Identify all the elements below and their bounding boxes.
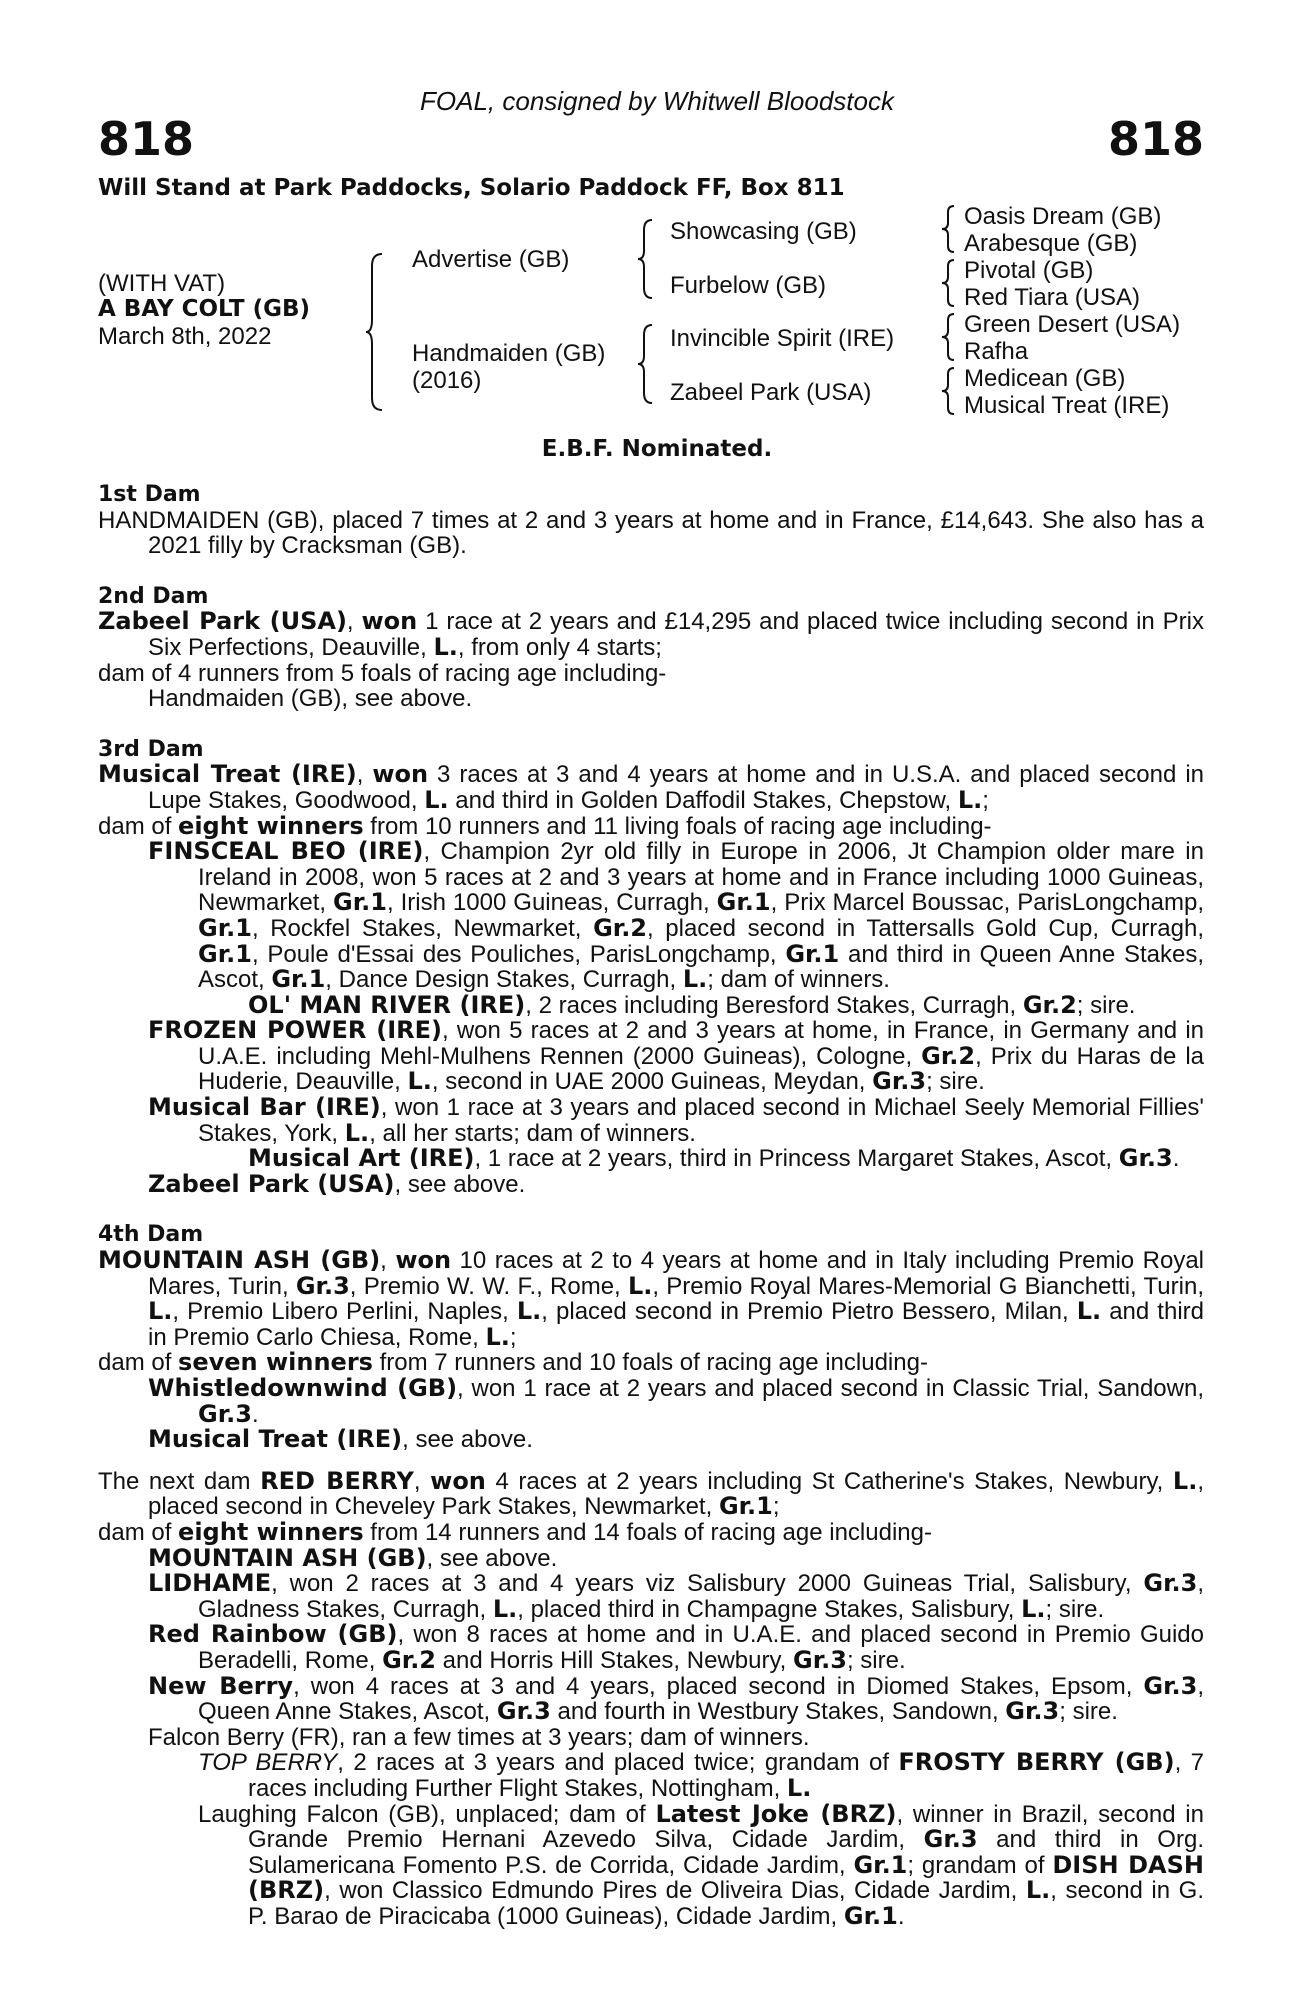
first-dam-entry: HANDMAIDEN (GB), placed 7 times at 2 and 3 years at home and in France, £14,643. She also has a 2021 filly by Cracksman (GB). (98, 506, 1204, 560)
subject-vat: (WITH VAT) (98, 270, 226, 297)
catalogue-body (98, 482, 1204, 1929)
subject-dob: March 8th, 2022 (98, 323, 272, 350)
runner-mountain-ash: MOUNTAIN ASH (GB), see above. (148, 1543, 558, 1572)
brace-g34 (940, 258, 958, 308)
brace-dam (636, 323, 656, 405)
brace-g78 (940, 366, 958, 416)
gg-dam-4: Red Tiara (USA) (964, 284, 1141, 311)
runner-frozen-power: FROZEN POWER (IRE), won 5 races at 2 and 3 years at home, in France, in Germany and in U.A.E. including Mehl-Mulhens Rennen (2000 Guineas), Cologne, Gr.2, Prix du Haras de la Huderie, Deauville, L., second in UAE 2000 Guineas, Meydan, Gr.3; sire. (148, 1016, 1205, 1096)
dam-year: (2016) (412, 367, 482, 394)
runner-musical-treat: Musical Treat (IRE), see above. (148, 1425, 533, 1454)
gg-sire-7: Medicean (GB) (964, 365, 1126, 392)
brace-sire (636, 218, 656, 300)
sire-dam: Furbelow (GB) (670, 272, 827, 299)
sire: Advertise (GB) (412, 246, 570, 273)
runner-musical-art: Musical Art (IRE), 1 race at 2 years, third in Princess Margaret Stakes, Ascot, Gr.3. (248, 1144, 1180, 1173)
gg-dam-2: Arabesque (GB) (964, 230, 1138, 257)
foal-consignor-line: FOAL, consigned by Whitwell Bloodstock (420, 86, 894, 116)
section-third-dam: 3rd Dam (98, 736, 204, 762)
lot-number-right: 818 (1107, 112, 1204, 166)
runner-musical-bar: Musical Bar (IRE), won 1 race at 3 years and placed second in Michael Seely Memorial Fillies' Stakes, York, L., all her starts; dam of winners. (148, 1093, 1205, 1147)
brace-main (364, 252, 386, 412)
dam: Handmaiden (GB) (412, 340, 606, 367)
subject-name: A BAY COLT (GB) (98, 296, 311, 322)
runner-laughing-falcon: Laughing Falcon (GB), unplaced; dam of Latest Joke (BRZ), winner in Brazil, second in Grande Premio Hernani Azevedo Silva, Cidade Jardim, Gr.3 and third in Org. Sulamericana Fomento P.S. de Corrida, Cidade Jardim, Gr.1; grandam of DISH DASH (BRZ), won Classico Edmundo Pires de Oliveira Dias, Cidade Jardim, L., second in G. P. Barao de Piracicaba (1000 Guineas), Cidade Jardim, Gr.1. (198, 1799, 1204, 1930)
dam-dam: Zabeel Park (USA) (670, 379, 872, 406)
next-dam-entry: The next dam RED BERRY, won 4 races at 2 years including St Catherine's Stakes, Newbury, L., placed second in Cheveley Park Stakes, Newmarket, Gr.1; (98, 1466, 1204, 1521)
gg-sire-1: Oasis Dream (GB) (964, 203, 1162, 230)
stabling-line: Will Stand at Park Paddocks, Solario Paddock FF, Box 811 (98, 175, 845, 201)
runner-ol-man-river: OL' MAN RIVER (IRE), 2 races including Beresford Stakes, Curragh, Gr.2; sire. (248, 990, 1136, 1019)
third-dam-entry: Musical Treat (IRE), won 3 races at 3 and 4 years at home and in U.S.A. and placed second in Lupe Stakes, Goodwood, L. and third in Golden Daffodil Stakes, Chepstow, L.; (98, 760, 1204, 814)
lot-number-left: 818 (98, 112, 195, 166)
third-dam-produce-line: dam of eight winners from 10 runners and 11 living foals of racing age including- (98, 811, 992, 840)
section-first-dam: 1st Dam (98, 482, 201, 507)
runner-falcon-berry: Falcon Berry (FR), ran a few times at 3 years; dam of winners. (148, 1723, 810, 1751)
runner-whistledownwind: Whistledownwind (GB), won 1 race at 2 years and placed second in Classic Trial, Sandown, Gr.3. (148, 1374, 1204, 1428)
pedigree-table (0, 200, 1314, 430)
section-fourth-dam: 4th Dam (98, 1222, 204, 1248)
runner-finsceal-beo: FINSCEAL BEO (IRE), Champion 2yr old filly in Europe in 2006, Jt Champion older mare in Ireland in 2008, won 5 races at 2 and 3 years at home and in France including 1000 Guineas, Newmarket, Gr.1, Irish 1000 Guineas, Curragh, Gr.1, Prix Marcel Boussac, ParisLongchamp, Gr.1, Rockfel Stakes, Newmarket, Gr.2, placed second in Tattersalls Gold Cup, Curragh, Gr.1, Poule d'Essai des Pouliches, ParisLongchamp, Gr.1 and third in Queen Anne Stakes, Ascot, Gr.1, Dance Design Stakes, Curragh, L.; dam of winners. (148, 837, 1204, 994)
gg-sire-5: Green Desert (USA) (964, 311, 1181, 338)
brace-g56 (940, 312, 958, 362)
runner-new-berry: New Berry, won 4 races at 3 and 4 years, placed second in Diomed Stakes, Epsom, Gr.3, Queen Anne Stakes, Ascot, Gr.3 and fourth in Westbury Stakes, Sandown, Gr.3; sire. (148, 1671, 1204, 1726)
second-dam-runner: Handmaiden (GB), see above. (148, 685, 473, 713)
ebf-nominated: E.B.F. Nominated. (541, 436, 773, 462)
next-dam-produce-line: dam of eight winners from 14 runners and 14 foals of racing age including- (98, 1517, 932, 1546)
runner-zabeel-park: Zabeel Park (USA), see above. (148, 1169, 526, 1198)
gg-sire-3: Pivotal (GB) (964, 257, 1094, 284)
runner-top-berry: TOP BERRY, 2 races at 3 years and placed twice; grandam of FROSTY BERRY (GB), 7 races including Further Flight Stakes, Nottingham, L. (198, 1748, 1205, 1802)
runner-red-rainbow: Red Rainbow (GB), won 8 races at home and in U.A.E. and placed second in Premio Guido Beradelli, Rome, Gr.2 and Horris Hill Stakes, Newbury, Gr.3; sire. (148, 1620, 1204, 1674)
sire-sire: Showcasing (GB) (670, 218, 857, 245)
gg-dam-8: Musical Treat (IRE) (964, 392, 1170, 419)
dam-sire: Invincible Spirit (IRE) (670, 325, 895, 352)
second-dam-produce-line: dam of 4 runners from 5 foals of racing age including- (98, 659, 667, 687)
fourth-dam-produce-line: dam of seven winners from 7 runners and 10 foals of racing age including- (98, 1348, 928, 1377)
second-dam-entry: Zabeel Park (USA), won 1 race at 2 years and £14,295 and placed twice including second in Prix Six Perfections, Deauville, L., from only 4 starts; (98, 607, 1204, 661)
runner-lidhame: LIDHAME, won 2 races at 3 and 4 years viz Salisbury 2000 Guineas Trial, Salisbury, Gr.3, Gladness Stakes, Curragh, L., placed third in Champagne Stakes, Salisbury, L.; sire. (148, 1569, 1204, 1623)
gg-dam-6: Rafha (964, 338, 1029, 365)
fourth-dam-entry: MOUNTAIN ASH (GB), won 10 races at 2 to 4 years at home and in Italy including Premio Royal Mares, Turin, Gr.3, Premio W. W. F., Rome, L., Premio Royal Mares-Memorial G Bianchetti, Turin, L., Premio Libero Perlini, Naples, L., placed second in Premio Pietro Bessero, Milan, L. and third in Premio Carlo Chiesa, Rome, L.; (98, 1246, 1204, 1351)
section-second-dam: 2nd Dam (98, 583, 209, 609)
brace-g12 (940, 204, 958, 254)
